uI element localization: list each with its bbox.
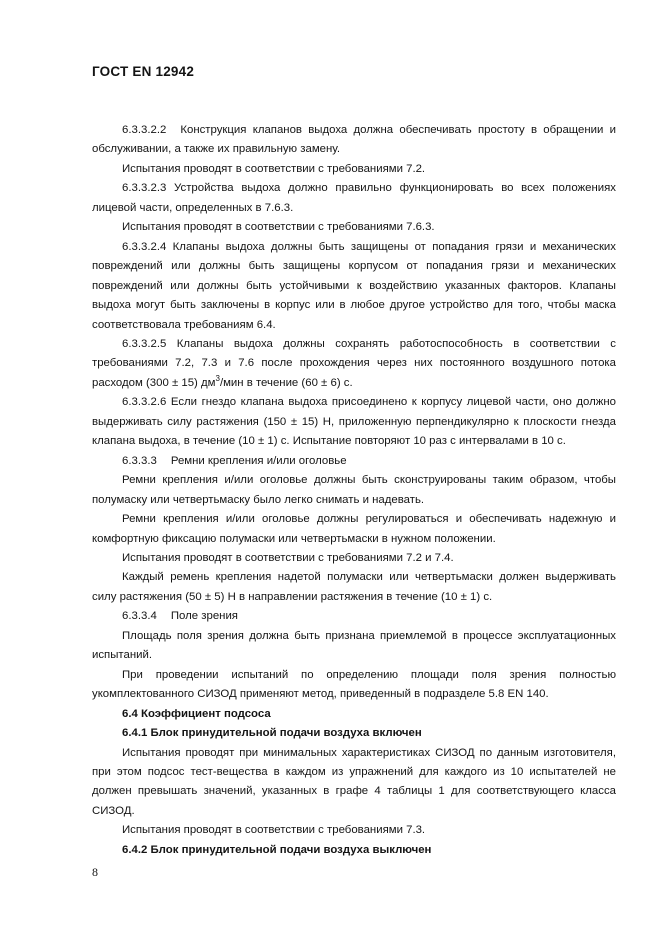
paragraph-text: 6.3.3.2.5 Клапаны выдоха должны сохранять работоспособность в соответствии с требованиями 7.2, 7.3 и 7.6 после прохождения через них постоянного воздушного потока расходом (300 ± 15) дм (92, 337, 616, 389)
paragraph: 6.3.3.2.4 Клапаны выдоха должны быть защищены от попадания грязи и механических повреждений или должны быть защищены корпусом от попадания грязи и механических повреждений или должны быть устойчивыми к воздействию указанных факторов. Клапаны выдоха могут быть заключены в корпус или в любое другое устройство для того, чтобы маска соответствовала требованиям 6.4. (92, 240, 616, 331)
paragraph (92, 121, 616, 160)
paragraph: Испытания проводят в соответствии с требованиями 7.2. (122, 162, 426, 175)
paragraph (92, 452, 616, 471)
paragraph: Площадь поля зрения должна быть признана приемлемой в процессе эксплуатационных испытаний. (92, 629, 616, 662)
paragraph: При проведении испытаний по определению площади поля зрения полностью укомплектованного СИЗОД применяют метод, приведенный в подразделе 5.8 EN 140. (92, 668, 616, 701)
paragraph (92, 607, 616, 626)
superscript: 3 (215, 374, 220, 384)
paragraph (92, 335, 616, 393)
paragraph: Ремни крепления и/или оголовье должны регулироваться и обеспечивать надежную и комфортную фиксацию полумаски или четвертьмаски в нужном положении. (92, 513, 616, 545)
paragraph: Испытания проводят при минимальных характеристиках СИЗОД по данным изготовителя, при этом подсос тест-вещества в каждом из упражнений для каждого из 10 испытателей не должен превышать значений, указанных в графе 4 таблицы 1 для соответствующего класса СИЗОД. (92, 746, 616, 817)
paragraph: Испытания проводят в соответствии с требованиями 7.3. (122, 824, 426, 837)
paragraph: 6.3.3.2.3 Устройства выдоха должно правильно функционировать во всех положениях лицевой части, определенных в 7.6.3. (92, 182, 616, 214)
document-header: ГОСТ EN 12942 (92, 64, 195, 79)
paragraph-text: Поле зрения (170, 610, 238, 623)
section-heading: 6.4 Коэффициент подсоса (122, 707, 271, 720)
subsection-heading: 6.4.2 Блок принудительной подачи воздуха выключен (122, 843, 432, 856)
clause-number: 6.3.3.3 (122, 454, 157, 467)
paragraph: Испытания проводят в соответствии с требованиями 7.2 и 7.4. (122, 551, 454, 564)
paragraph-text: Ремни крепления и/или оголовье (170, 454, 347, 467)
paragraph: Каждый ремень крепления надетой полумаски или четвертьмаски должен выдерживать силу растяжения (50 ± 5) Н в направлении растяжения в течение (10 ± 1) с. (92, 571, 616, 603)
paragraph-text: /мин в течение (60 ± 6) с. (219, 376, 353, 389)
paragraph: Испытания проводят в соответствии с требованиями 7.6.3. (122, 221, 435, 234)
page-number: 8 (92, 865, 98, 879)
paragraph: 6.3.3.2.6 Если гнездо клапана выдоха присоединено к корпусу лицевой части, оно должно выдерживать силу растяжения (150 ± 15) Н, приложенную перпендикулярно к плоскости гнезда клапана выдоха, в течение (10 ± 1) с. Испытание повторяют 10 раз с интервалами в 10 с. (92, 396, 616, 448)
subsection-heading: 6.4.1 Блок принудительной подачи воздуха включен (122, 727, 422, 740)
clause-number: 6.3.3.4 (122, 610, 157, 623)
clause-number: 6.3.3.2.2 (122, 124, 167, 136)
paragraph-text: Конструкция клапанов выдоха должна обеспечивать простоту в обращении и обслуживании, а также их правильную замену. (92, 124, 616, 156)
paragraph: Ремни крепления и/или оголовье должны быть сконструированы таким образом, чтобы полумаску или четвертьмаску было легко снимать и надевать. (92, 474, 616, 506)
document-body (92, 121, 616, 860)
